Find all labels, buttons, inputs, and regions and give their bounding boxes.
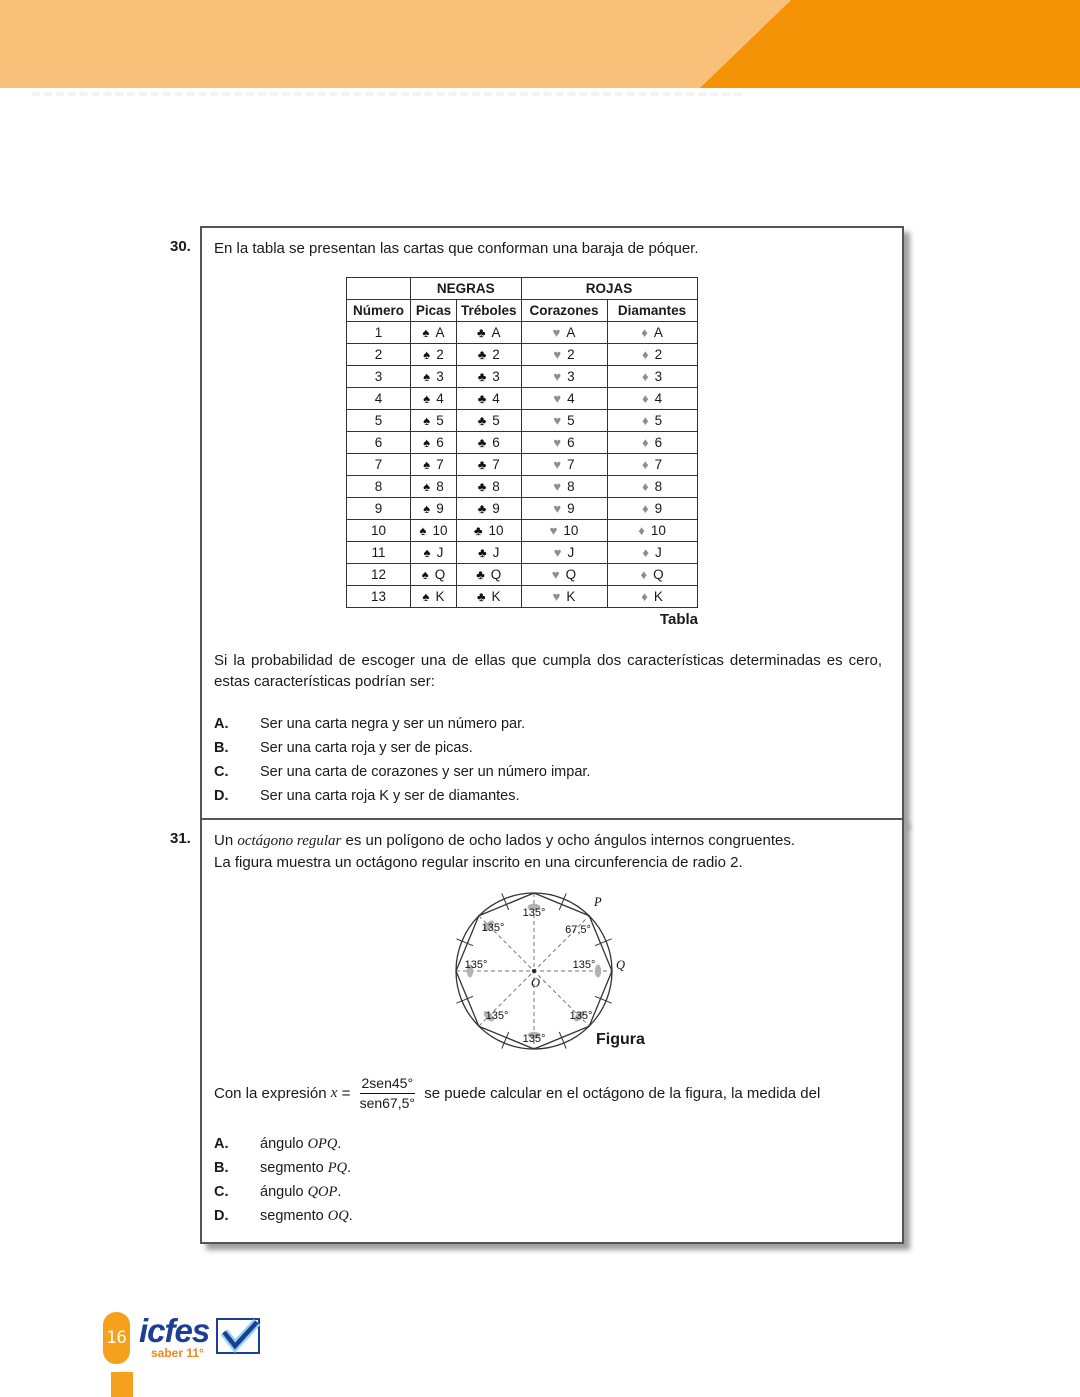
- option-label: D.: [214, 1208, 229, 1224]
- card-value: Q: [653, 567, 664, 582]
- group-header-row: [347, 278, 698, 300]
- card-value: K: [653, 589, 663, 604]
- corazones-cell: [521, 542, 607, 564]
- card-value: K: [566, 589, 576, 604]
- numero-cell: 2: [347, 344, 411, 366]
- angle-label: 135°: [572, 959, 596, 971]
- corazones-suit-icon: ♥: [553, 347, 562, 362]
- option-label: A.: [214, 716, 229, 732]
- table-row: [347, 432, 698, 454]
- intro-line2: La figura muestra un octágono regular inscrito en una circunferencia de radio 2.: [214, 854, 743, 871]
- card-value: 8: [567, 479, 575, 494]
- picas-cell: [411, 454, 457, 476]
- diamantes-suit-icon: ♦: [642, 545, 649, 560]
- corazones-cell: [521, 344, 607, 366]
- option-row: [214, 760, 886, 784]
- card-value: 6: [436, 435, 444, 450]
- diamantes-suit-icon: ♦: [641, 369, 649, 384]
- diamantes-cell: [607, 476, 697, 498]
- card-value: 2: [492, 347, 500, 362]
- angle-label: 135°: [485, 1010, 509, 1022]
- tick-mark: [502, 893, 509, 910]
- option-row: [214, 736, 886, 760]
- picas-suit-icon: ♠: [421, 567, 429, 582]
- option-label: A.: [214, 1136, 229, 1152]
- card-value: 7: [567, 457, 575, 472]
- tick-mark: [559, 1032, 566, 1049]
- diamantes-suit-icon: ♦: [641, 391, 649, 406]
- diamantes-suit-icon: ♦: [641, 413, 649, 428]
- card-value: 5: [567, 413, 575, 428]
- card-value: 6: [567, 435, 575, 450]
- diamantes-suit-icon: ♦: [641, 589, 648, 604]
- option-row: [214, 784, 886, 808]
- figure-caption: Figura: [596, 1031, 645, 1048]
- corazones-suit-icon: ♥: [552, 589, 561, 604]
- picas-cell: [411, 410, 457, 432]
- question-31-panel: [200, 818, 904, 1244]
- card-value: K: [491, 589, 501, 604]
- card-value: Q: [565, 567, 577, 582]
- picas-cell: [411, 344, 457, 366]
- card-value: 3: [654, 369, 663, 384]
- angle-label: 135°: [522, 1033, 546, 1045]
- col-header-numero: Número: [347, 300, 411, 322]
- corazones-suit-icon: ♥: [553, 479, 562, 494]
- table-row: [347, 520, 698, 542]
- corazones-cell: [521, 322, 607, 344]
- diamantes-cell: [607, 520, 697, 542]
- treboles-cell: [457, 432, 522, 454]
- table-row: [347, 498, 698, 520]
- expression-pre: Con la expresión: [214, 1085, 331, 1102]
- tick-mark: [502, 1032, 509, 1049]
- card-value: A: [653, 325, 663, 340]
- top-banner: [0, 0, 1080, 88]
- angle-marker: [595, 965, 601, 978]
- treboles-cell: [457, 388, 522, 410]
- table-row: [347, 366, 698, 388]
- diamantes-cell: [607, 410, 697, 432]
- banner-diagonal-shape: [700, 0, 1080, 88]
- table-row: [347, 322, 698, 344]
- col-header-corazones: Corazones: [521, 300, 607, 322]
- question-31-intro: [214, 830, 886, 873]
- option-label: D.: [214, 788, 229, 804]
- table-row: [347, 388, 698, 410]
- card-value: Q: [490, 567, 502, 582]
- picas-suit-icon: ♠: [423, 545, 431, 560]
- diamantes-suit-icon: ♦: [641, 435, 649, 450]
- picas-suit-icon: ♠: [423, 501, 431, 516]
- numero-cell: 5: [347, 410, 411, 432]
- option-text: Ser una carta negra y ser un número par.: [260, 716, 526, 732]
- picas-cell: [411, 564, 457, 586]
- treboles-cell: [457, 476, 522, 498]
- angle-label: 135°: [569, 1010, 593, 1022]
- diamantes-cell: [607, 454, 697, 476]
- picas-suit-icon: ♠: [422, 589, 430, 604]
- math-term: QOP: [307, 1183, 338, 1200]
- octagon-figure: [354, 881, 714, 1063]
- picas-cell: [411, 542, 457, 564]
- numero-cell: 9: [347, 498, 411, 520]
- card-value: 5: [654, 413, 663, 428]
- card-value: 2: [436, 347, 444, 362]
- treboles-suit-icon: ♣: [478, 545, 487, 560]
- picas-cell: [411, 476, 457, 498]
- diamantes-suit-icon: ♦: [641, 457, 649, 472]
- picas-suit-icon: ♠: [423, 391, 431, 406]
- treboles-cell: [457, 454, 522, 476]
- question-30: [0, 226, 1080, 824]
- card-value: 6: [492, 435, 500, 450]
- option-text: Ser una carta roja y ser de picas.: [260, 740, 473, 756]
- diamantes-suit-icon: ♦: [641, 479, 649, 494]
- treboles-suit-icon: ♣: [477, 457, 487, 472]
- card-value: 2: [567, 347, 575, 362]
- card-value: 3: [567, 369, 575, 384]
- option-label: C.: [214, 764, 229, 780]
- option-text: Ser una carta roja K y ser de diamantes.: [260, 788, 520, 804]
- corazones-cell: [521, 586, 607, 608]
- option-text: segmento PQ.: [260, 1159, 352, 1176]
- treboles-cell: [457, 322, 522, 344]
- card-value: J: [654, 545, 662, 560]
- tick-mark: [595, 996, 612, 1003]
- col-header-diamantes: Diamantes: [607, 300, 697, 322]
- numero-cell: 11: [347, 542, 411, 564]
- option-text: Ser una carta de corazones y ser un número impar.: [260, 764, 591, 780]
- question-31: [0, 818, 1080, 1244]
- corazones-cell: [521, 410, 607, 432]
- treboles-cell: [457, 366, 522, 388]
- expression-post: se puede calcular en el octágono de la figura, la medida del: [420, 1085, 821, 1102]
- tick-mark: [456, 939, 473, 946]
- tick-mark: [559, 893, 566, 910]
- corazones-cell: [521, 520, 607, 542]
- question-number: 30.: [170, 238, 191, 255]
- angle-label: 135°: [481, 922, 505, 934]
- numero-cell: 7: [347, 454, 411, 476]
- card-value: 10: [432, 523, 448, 538]
- corazones-cell: [521, 454, 607, 476]
- option-label: B.: [214, 740, 229, 756]
- option-row: [214, 1132, 886, 1156]
- treboles-cell: [457, 410, 522, 432]
- card-value: A: [491, 325, 501, 340]
- diamantes-cell: [607, 498, 697, 520]
- card-value: 9: [436, 501, 444, 516]
- numero-cell: 1: [347, 322, 411, 344]
- treboles-suit-icon: ♣: [477, 435, 487, 450]
- numero-cell: 6: [347, 432, 411, 454]
- question-30-panel: [200, 226, 904, 824]
- table-row: [347, 476, 698, 498]
- card-value: 10: [563, 523, 579, 538]
- saber-11-label: saber 11°: [151, 1346, 204, 1360]
- intro-pre: Un: [214, 832, 238, 849]
- card-value: 8: [654, 479, 663, 494]
- corazones-cell: [521, 366, 607, 388]
- checkmark-logo-icon: [216, 1318, 262, 1358]
- corazones-suit-icon: ♥: [553, 391, 562, 406]
- treboles-suit-icon: ♣: [477, 369, 487, 384]
- intro-post: es un polígono de ocho lados y ocho ángulos internos congruentes.: [341, 832, 796, 849]
- math-term: PQ: [327, 1159, 348, 1176]
- picas-suit-icon: ♠: [423, 413, 431, 428]
- fraction-numerator: 2sen45°: [360, 1075, 416, 1094]
- picas-suit-icon: ♠: [423, 479, 431, 494]
- picas-cell: [411, 366, 457, 388]
- option-text: ángulo OPQ.: [260, 1135, 342, 1152]
- equals-sign: =: [337, 1085, 355, 1102]
- question-30-text: Si la probabilidad de escoger una de ellas que cumpla dos características determinadas es cero, estas características podrían ser:: [214, 652, 882, 690]
- math-term: OPQ: [307, 1135, 338, 1152]
- q30-options: [214, 712, 886, 808]
- col-header-picas: Picas: [411, 300, 457, 322]
- picas-cell: [411, 432, 457, 454]
- card-value: 6: [654, 435, 663, 450]
- card-value: 4: [654, 391, 663, 406]
- numero-cell: 12: [347, 564, 411, 586]
- table-row: [347, 410, 698, 432]
- expression-var: x: [330, 1085, 338, 1101]
- point-p-label: P: [594, 895, 602, 909]
- card-value: 10: [488, 523, 504, 538]
- fraction: [360, 1075, 416, 1112]
- diamantes-cell: [607, 432, 697, 454]
- fraction-denominator: sen67,5°: [359, 1095, 415, 1111]
- diamantes-suit-icon: ♦: [640, 567, 648, 582]
- card-value: 4: [436, 391, 444, 406]
- corazones-suit-icon: ♥: [551, 567, 560, 582]
- card-value: 9: [567, 501, 575, 516]
- picas-cell: [411, 520, 457, 542]
- treboles-cell: [457, 586, 522, 608]
- rojas-header: ROJAS: [521, 278, 697, 300]
- octagon-figure-wrap: [214, 881, 886, 1063]
- negras-header: NEGRAS: [411, 278, 522, 300]
- option-text: segmento OQ.: [260, 1207, 353, 1224]
- treboles-cell: [457, 344, 522, 366]
- diamantes-suit-icon: ♦: [641, 501, 649, 516]
- card-value: 2: [654, 347, 663, 362]
- table-row: [347, 542, 698, 564]
- treboles-cell: [457, 498, 522, 520]
- card-value: J: [567, 545, 575, 560]
- intro-italic-term: octágono regular: [237, 833, 342, 849]
- option-row: [214, 1180, 886, 1204]
- banner-perforation: [32, 92, 742, 96]
- numero-cell: 4: [347, 388, 411, 410]
- diamantes-suit-icon: ♦: [641, 347, 649, 362]
- treboles-suit-icon: ♣: [477, 501, 487, 516]
- numero-cell: 13: [347, 586, 411, 608]
- corazones-cell: [521, 564, 607, 586]
- corazones-suit-icon: ♥: [552, 325, 561, 340]
- treboles-suit-icon: ♣: [477, 391, 487, 406]
- card-value: 3: [436, 369, 444, 384]
- treboles-suit-icon: ♣: [473, 523, 483, 538]
- diamantes-suit-icon: ♦: [638, 523, 645, 538]
- card-value: 3: [492, 369, 500, 384]
- treboles-suit-icon: ♣: [477, 347, 487, 362]
- option-label: C.: [214, 1184, 229, 1200]
- math-term: OQ: [327, 1207, 349, 1224]
- diamantes-cell: [607, 322, 697, 344]
- expression-line: [214, 1075, 886, 1112]
- treboles-cell: [457, 520, 522, 542]
- treboles-suit-icon: ♣: [477, 479, 487, 494]
- half-angle-label: 67,5°: [565, 924, 591, 936]
- treboles-cell: [457, 542, 522, 564]
- corazones-suit-icon: ♥: [553, 435, 562, 450]
- corazones-cell: [521, 388, 607, 410]
- card-value: Q: [434, 567, 446, 582]
- corazones-suit-icon: ♥: [553, 457, 562, 472]
- column-header-row: [347, 300, 698, 322]
- tick-mark: [456, 996, 473, 1003]
- card-value: A: [435, 325, 445, 340]
- card-value: 4: [492, 391, 500, 406]
- corazones-suit-icon: ♥: [553, 545, 562, 560]
- picas-cell: [411, 586, 457, 608]
- treboles-suit-icon: ♣: [476, 589, 486, 604]
- corazones-suit-icon: ♥: [553, 413, 562, 428]
- angle-label: 135°: [464, 959, 488, 971]
- q31-options: [214, 1132, 886, 1228]
- card-value: 4: [567, 391, 575, 406]
- card-table-body: [347, 322, 698, 608]
- picas-cell: [411, 498, 457, 520]
- diamantes-suit-icon: ♦: [641, 325, 648, 340]
- diamantes-cell: [607, 388, 697, 410]
- option-row: [214, 1156, 886, 1180]
- icfes-logo-text: icfes: [139, 1312, 210, 1349]
- card-value: 5: [492, 413, 500, 428]
- tick-mark: [595, 939, 612, 946]
- corazones-cell: [521, 476, 607, 498]
- card-value: 8: [492, 479, 500, 494]
- corazones-suit-icon: ♥: [553, 501, 562, 516]
- diamantes-cell: [607, 586, 697, 608]
- corazones-suit-icon: ♥: [549, 523, 558, 538]
- picas-suit-icon: ♠: [423, 457, 431, 472]
- picas-suit-icon: ♠: [423, 435, 431, 450]
- card-value: 5: [436, 413, 444, 428]
- bottom-orange-strip: [111, 1372, 133, 1397]
- picas-cell: [411, 388, 457, 410]
- table-row: [347, 586, 698, 608]
- card-table: [346, 277, 698, 608]
- table-row: [347, 454, 698, 476]
- corazones-cell: [521, 498, 607, 520]
- picas-suit-icon: ♠: [419, 523, 427, 538]
- point-q-label: Q: [616, 958, 626, 972]
- card-value: 9: [492, 501, 500, 516]
- treboles-suit-icon: ♣: [476, 325, 486, 340]
- treboles-suit-icon: ♣: [476, 567, 485, 582]
- treboles-cell: [457, 564, 522, 586]
- table-row: [347, 564, 698, 586]
- table-caption: Tabla: [659, 611, 698, 628]
- card-value: 9: [654, 501, 663, 516]
- numero-cell: 10: [347, 520, 411, 542]
- picas-suit-icon: ♠: [422, 325, 430, 340]
- picas-suit-icon: ♠: [423, 347, 431, 362]
- card-value: K: [435, 589, 445, 604]
- corazones-cell: [521, 432, 607, 454]
- treboles-suit-icon: ♣: [477, 413, 487, 428]
- table-row: [347, 344, 698, 366]
- card-value: 7: [492, 457, 500, 472]
- option-row: [214, 712, 886, 736]
- page-number-pill: 16: [103, 1312, 130, 1364]
- corazones-suit-icon: ♥: [553, 369, 562, 384]
- option-label: B.: [214, 1160, 229, 1176]
- intro-line1: [214, 830, 886, 852]
- card-value: 8: [436, 479, 444, 494]
- card-value: A: [566, 325, 576, 340]
- picas-cell: [411, 322, 457, 344]
- diamantes-cell: [607, 564, 697, 586]
- option-row: [214, 1204, 886, 1228]
- col-header-treboles: Tréboles: [457, 300, 522, 322]
- card-value: 7: [654, 457, 663, 472]
- center-point: [532, 969, 536, 973]
- question-number: 31.: [170, 830, 191, 847]
- diamantes-cell: [607, 542, 697, 564]
- picas-suit-icon: ♠: [423, 369, 431, 384]
- empty-header-cell: [347, 278, 411, 300]
- card-value: 7: [436, 457, 444, 472]
- angle-label: 135°: [522, 907, 546, 919]
- numero-cell: 8: [347, 476, 411, 498]
- card-value: J: [436, 545, 444, 560]
- card-value: J: [492, 545, 500, 560]
- diamantes-cell: [607, 344, 697, 366]
- card-value: 10: [650, 523, 666, 538]
- numero-cell: 3: [347, 366, 411, 388]
- question-30-intro: En la tabla se presentan las cartas que conforman una baraja de póquer.: [214, 240, 699, 257]
- center-o-label: O: [531, 976, 541, 990]
- option-text: ángulo QOP.: [260, 1183, 342, 1200]
- diamantes-cell: [607, 366, 697, 388]
